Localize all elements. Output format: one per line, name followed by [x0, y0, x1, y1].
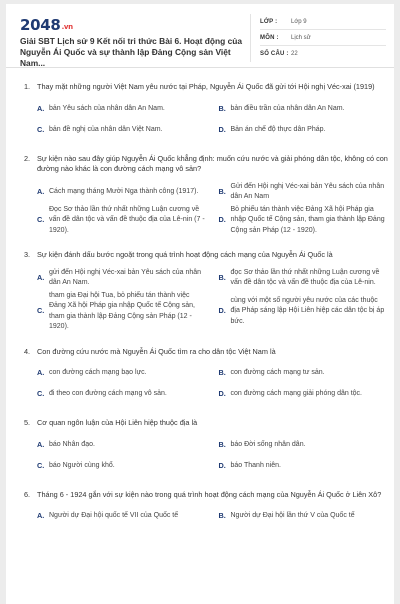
option-letter: A. [37, 103, 45, 113]
logo-text: 2048 [20, 16, 61, 34]
meta-value: Lịch sử [291, 34, 311, 41]
answer-option[interactable] [219, 268, 389, 289]
option-letter: A. [37, 368, 45, 378]
answer-option[interactable] [37, 364, 207, 383]
question-stem [24, 347, 388, 358]
meta-value: Lớp 9 [291, 18, 307, 25]
answer-option[interactable] [219, 121, 389, 140]
answer-options [37, 182, 388, 239]
meta-value: 22 [291, 51, 298, 57]
option-letter: C. [37, 306, 45, 316]
question-number: 6. [24, 489, 31, 499]
option-text: báo Thanh niên. [230, 461, 281, 469]
option-letter: A. [37, 272, 45, 282]
option-letter: D. [218, 124, 226, 134]
option-letter: D. [218, 389, 226, 399]
answer-option[interactable] [219, 100, 389, 119]
option-text: Người dự Đại hội lần thứ V của Quốc tế [230, 512, 355, 520]
option-letter: D. [218, 460, 226, 470]
option-letter: B. [218, 186, 226, 196]
document-meta [250, 14, 386, 62]
question-number: 2. [24, 153, 31, 163]
question-stem [24, 154, 388, 175]
question-item [24, 250, 388, 335]
question-number: 4. [24, 346, 31, 356]
answer-options [37, 436, 388, 478]
question-item [24, 82, 388, 142]
option-text: con đường cách mạng tư sản. [230, 369, 325, 377]
answer-options [37, 507, 388, 528]
answer-options [37, 364, 388, 406]
option-text: Bản án chế độ thực dân Pháp. [230, 125, 326, 133]
option-text: đọc Sơ thảo lần thứ nhất những Luận cương về vấn đề dân tộc và vấn đề thuộc địa của Lê-nin. [230, 268, 380, 286]
question-stem [24, 418, 388, 429]
option-text: bản điều trần của nhân dân An Nam. [230, 104, 345, 112]
answer-option[interactable] [37, 121, 207, 140]
option-text: cùng với một số người yêu nước của các thuộc địa Pháp sáng lập Hội Liên hiệp các dân tộc bị áp bức. [230, 296, 385, 325]
meta-row-class [260, 14, 386, 30]
question-item [24, 154, 388, 239]
meta-row-count [260, 46, 386, 62]
option-text: Đọc Sơ thảo lần thứ nhất những Luận cương về vấn đề dân tộc và vấn đề thuộc địa của Lê-nin (7 - 1920). [49, 205, 205, 234]
document-title-line-1: Giải SBT Lịch sử 9 Kết nối tri thức Bài 6. Hoạt động của [20, 36, 242, 46]
option-letter: B. [218, 439, 226, 449]
option-letter: B. [218, 368, 226, 378]
question-list [24, 82, 388, 540]
option-letter: B. [218, 272, 226, 282]
option-text: bản đề nghị của nhân dân Việt Nam. [49, 125, 163, 133]
question-text: Con đường cứu nước mà Nguyễn Ái Quốc tìm ra cho dân tộc Việt Nam là [37, 346, 276, 356]
document-title [20, 36, 250, 69]
option-text: báo Đời sống nhân dân. [230, 440, 306, 448]
logo-suffix: .vn [61, 23, 73, 31]
meta-label: LỚP : [260, 18, 278, 25]
question-number: 1. [24, 82, 31, 91]
question-stem [24, 490, 388, 501]
question-text: Thay mặt những người Việt Nam yêu nước tại Pháp, Nguyễn Ái Quốc đã gửi tới Hội nghị Véc-xai (1919) [37, 82, 375, 91]
option-text: báo Nhân đạo. [49, 440, 95, 448]
answer-option[interactable] [219, 457, 389, 476]
option-text: Gửi đến Hội nghị Véc-xai bản Yêu sách của nhân dân An Nam [230, 182, 385, 200]
option-letter: A. [37, 511, 45, 521]
option-text: gửi đến Hội nghị Véc-xai bản Yêu sách của nhân dân An Nam. [49, 268, 202, 286]
option-letter: B. [218, 103, 226, 113]
meta-row-subject [260, 30, 386, 46]
question-text: Sự kiện đánh dấu bước ngoặt trong quá trình hoạt động cách mạng của Nguyễn Ái Quốc là [37, 250, 333, 259]
option-text: con đường cách mạng giải phóng dân tộc. [230, 390, 362, 398]
answer-option[interactable] [37, 436, 207, 455]
answer-option[interactable] [37, 182, 207, 203]
question-stem [24, 250, 388, 261]
answer-option[interactable] [37, 268, 207, 289]
answer-option[interactable] [219, 205, 389, 237]
answer-option[interactable] [219, 507, 389, 526]
option-letter: A. [37, 186, 45, 196]
option-letter: B. [218, 511, 226, 521]
answer-option[interactable] [37, 205, 207, 237]
meta-label: SỐ CÂU : [260, 51, 289, 57]
question-text: Sự kiện nào sau đây giúp Nguyễn Ái Quốc khẳng định: muốn cứu nước và giải phóng dân tộc, không có con đường nào khác là con đường cách mạng vô sản? [37, 153, 388, 173]
question-item [24, 347, 388, 407]
answer-option[interactable] [219, 364, 389, 383]
option-text: Người dự Đại hội quốc tế VII của Quốc tế [49, 512, 179, 520]
answer-option[interactable] [37, 100, 207, 119]
question-text: Tháng 6 - 1924 gắn với sự kiện nào trong quá trình hoạt động cách mạng của Nguyễn Ái Quốc ở Liên Xô? [37, 489, 382, 499]
site-logo[interactable] [20, 16, 73, 34]
option-text: Cách mạng tháng Mười Nga thành công (1917). [49, 187, 199, 195]
option-letter: D. [218, 306, 226, 316]
option-letter: C. [37, 460, 45, 470]
answer-option[interactable] [219, 385, 389, 404]
option-text: báo Người cùng khổ. [49, 461, 115, 469]
answer-options [37, 100, 388, 142]
option-text: bản Yêu sách của nhân dân An Nam. [49, 104, 165, 112]
option-text: đi theo con đường cách mạng vô sản. [49, 390, 167, 398]
question-number: 3. [24, 250, 31, 259]
option-letter: C. [37, 124, 45, 134]
question-item [24, 418, 388, 478]
document-title-line-2: Nguyễn Ái Quốc và sự thành lập Đảng Cộng sản Việt Nam... [20, 47, 231, 68]
page-header [6, 4, 394, 68]
answer-options [37, 268, 388, 335]
option-text: con đường cách mạng bạo lực. [49, 369, 147, 377]
answer-option[interactable] [219, 182, 389, 203]
option-letter: C. [37, 389, 45, 399]
option-letter: A. [37, 439, 45, 449]
answer-option[interactable] [37, 457, 207, 476]
option-letter: C. [37, 215, 45, 224]
answer-option[interactable] [219, 436, 389, 455]
worksheet-page [6, 4, 394, 604]
meta-label: MÔN : [260, 34, 279, 41]
option-text: Bỏ phiếu tán thành việc Đảng Xã hội Pháp gia nhập Quốc tế Cộng sản, tham gia thành lập Đảng Cộng sản Pháp (12 - 1920). [230, 205, 385, 234]
option-text: tham gia Đại hội Tua, bỏ phiếu tán thành việc Đảng Xã hội Pháp gia nhập Quốc tế Cộng sản, tham gia thành lập Đảng Cộng sản Pháp (12 - 1920). [49, 291, 195, 330]
question-stem [24, 82, 388, 93]
question-text: Cơ quan ngôn luận của Hội Liên hiệp thuộc địa là [37, 418, 198, 427]
answer-option[interactable] [219, 291, 389, 333]
answer-option[interactable] [37, 385, 207, 404]
option-letter: D. [218, 215, 226, 224]
answer-option[interactable] [37, 507, 207, 526]
answer-option[interactable] [37, 291, 207, 333]
question-item [24, 490, 388, 529]
question-number: 5. [24, 418, 31, 427]
